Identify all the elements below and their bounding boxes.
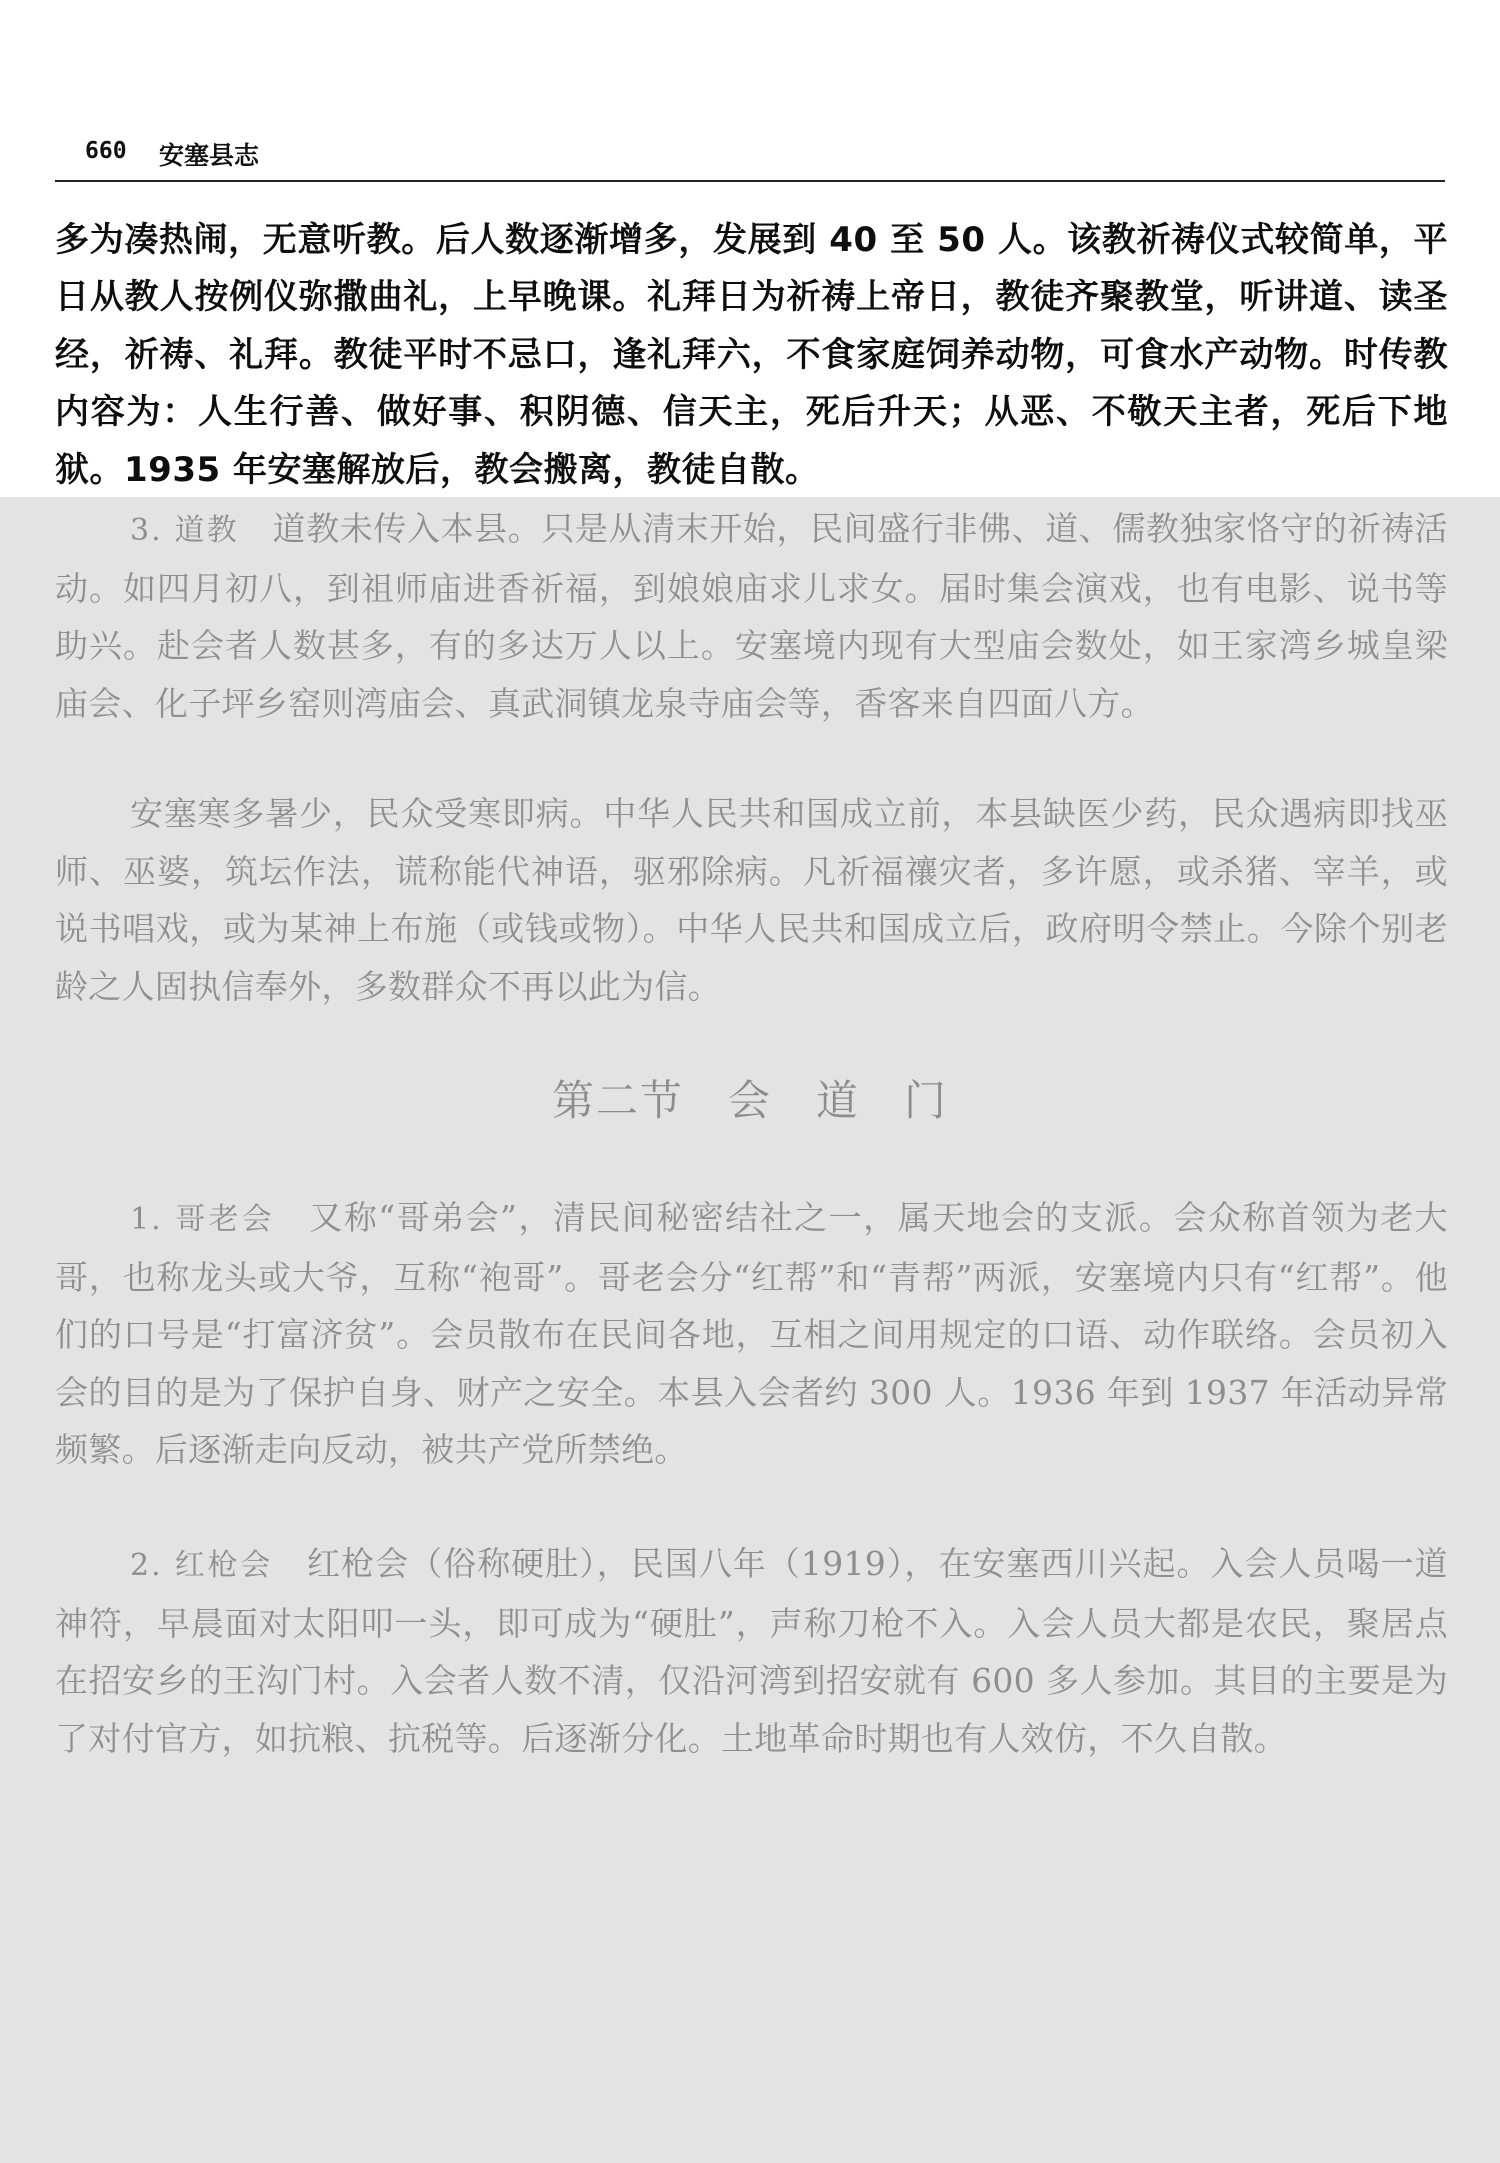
paragraph-catholic-continued (55, 212, 1448, 499)
paragraph-hongqianghui (55, 1535, 1448, 1767)
item-lead-hongqianghui: 2. 红枪会 (130, 1548, 274, 1583)
item-lead-taoism: 3. 道教 (130, 513, 240, 548)
paragraph-text: 又称“哥弟会”，清民间秘密结社之一，属天地会的支派。会众称首领为老大哥，也称龙头或大爷，互称“袍哥”。哥老会分“红帮”和“青帮”两派，安塞境内只有“红帮”。他们的口号是“打富济贫”。会员散布在民间各地，互相之间用规定的口语、动作联络。会员初入会的目的是为了保护自身、财产之安全。本县入会者约 300 人。1936 年到 1937 年活动异常频繁。后逐渐走向反动，被共产党所禁绝。 (55, 1198, 1448, 1469)
paragraph-taoism (55, 500, 1448, 732)
item-lead-gelaohui: 1. 哥老会 (130, 1202, 275, 1237)
paragraph-gelaohui (55, 1189, 1448, 1479)
paragraph-text: 红枪会（俗称硬肚），民国八年（1919），在安塞西川兴起。入会人员喝一道神符，早晨面对太阳叩一头，即可成为“硬肚”，声称刀枪不入。入会人员大都是农民，聚居点在招安乡的王沟门村。入会者人数不清，仅沿河湾到招安就有 600 多人参加。其目的主要是为了对付官方，如抗粮、抗税等。后逐渐分化。土地革命时期也有人效仿，不久自散。 (55, 1544, 1448, 1758)
paragraph-text: 道教未传入本县。只是从清末开始，民间盛行非佛、道、儒教独家恪守的祈祷活动。如四月初八，到祖师庙进香祈福，到娘娘庙求儿求女。届时集会演戏，也有电影、说书等助兴。赴会者人数甚多，有的多达万人以上。安塞境内现有大型庙会数处，如王家湾乡城皇梁庙会、化子坪乡窑则湾庙会、真武洞镇龙泉寺庙会等，香客来自四面八方。 (55, 509, 1448, 723)
book-title: 安塞县志 (159, 141, 260, 170)
paragraph-text: 多为凑热闹，无意听教。后人数逐渐增多，发展到 40 至 50 人。该教祈祷仪式较简单，平日从教人按例仪弥撒曲礼，上早晚课。礼拜日为祈祷上帝日，教徒齐聚教堂，听讲道、读圣经，祈祷、礼拜。教徒平时不忌口，逢礼拜六，不食家庭饲养动物，可食水产动物。时传教内容为：人生行善、做好事、积阴德、信天主，死后升天；从恶、不敬天主者，死后下地狱。1935 年安塞解放后，教会搬离，教徒自散。 (55, 220, 1448, 490)
page-number: 660 (85, 138, 127, 164)
paragraph-text: 安塞寒多暑少，民众受寒即病。中华人民共和国成立前，本县缺医少药，民众遇病即找巫师、巫婆，筑坛作法，谎称能代神语，驱邪除病。凡祈福禳灾者，多许愿，或杀猪、宰羊，或说书唱戏，或为某神上布施（或钱或物）。中华人民共和国成立后，政府明令禁止。今除个别老龄之人固执信奉外，多数群众不再以此为信。 (55, 794, 1448, 1006)
section-title: 第二节 会 道 门 (551, 1076, 949, 1125)
paragraph-folk-beliefs (55, 785, 1448, 1015)
page-header (55, 138, 1445, 182)
